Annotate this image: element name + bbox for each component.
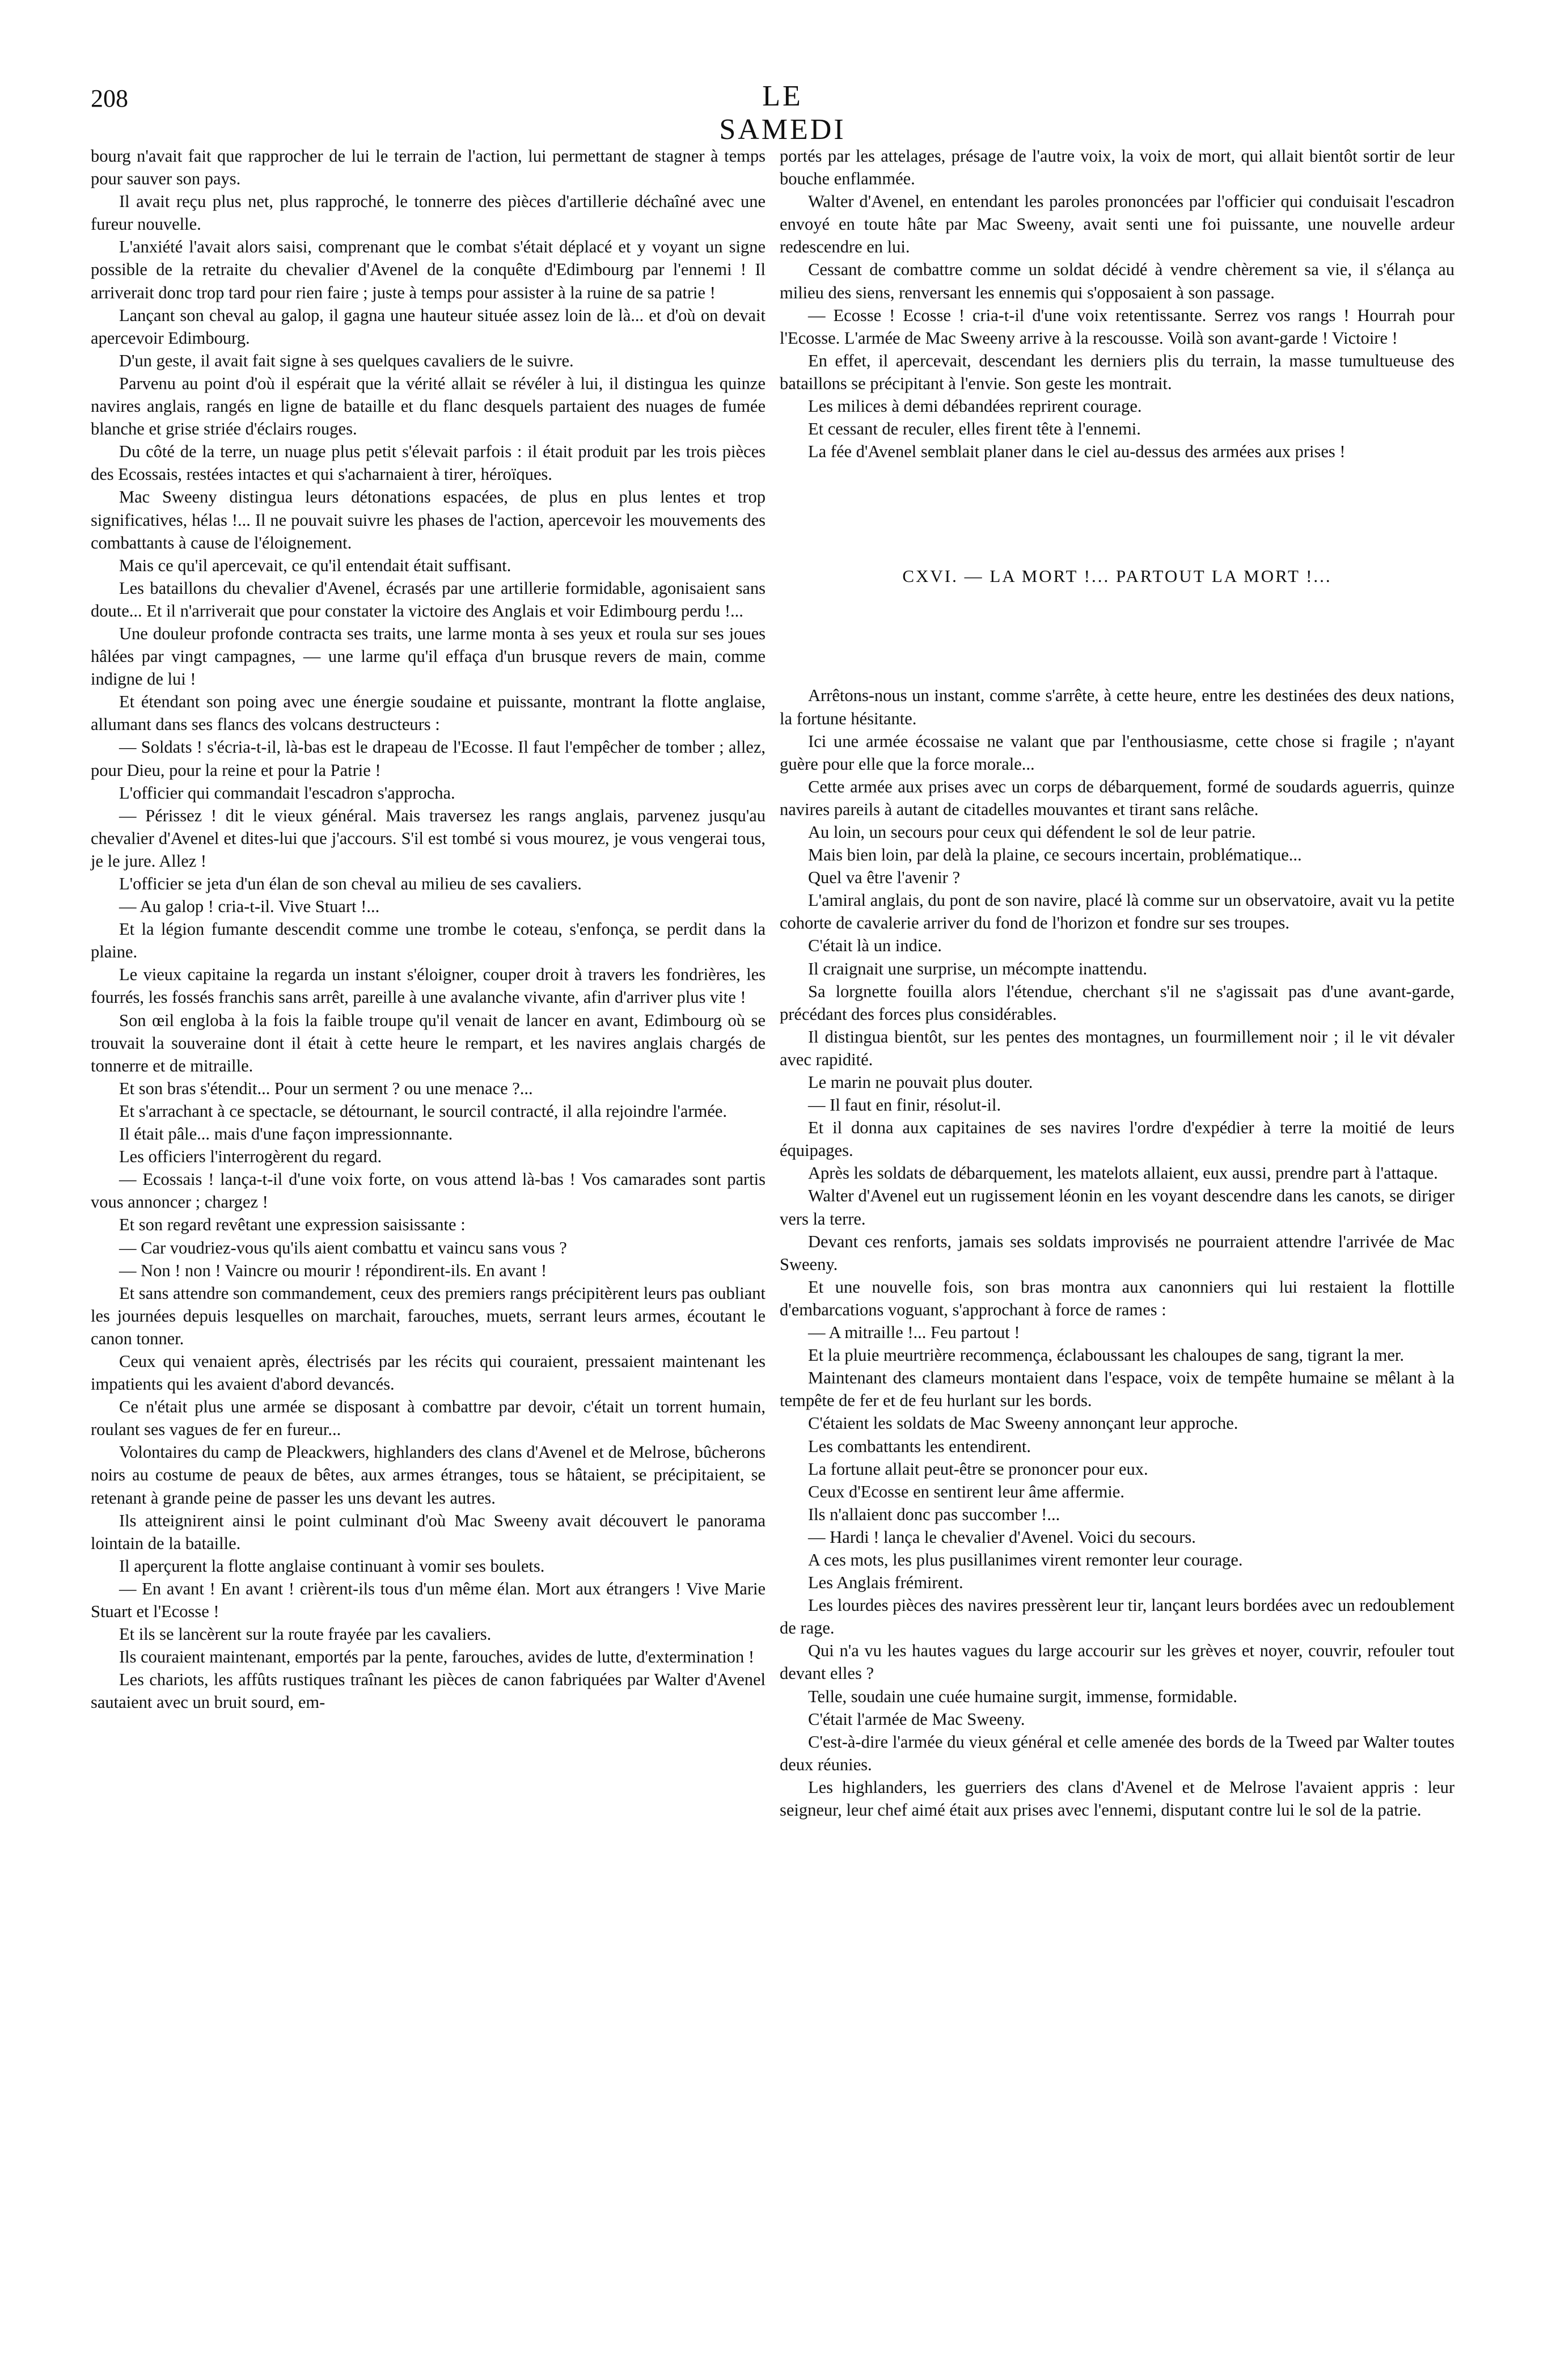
- paragraph: Il distingua bientôt, sur les pentes des montagnes, un fourmillement noir ; il le vit dévaler avec rapidité.: [780, 1027, 1454, 1069]
- paragraph: — En avant ! En avant ! crièrent-ils tous d'un même élan. Mort aux étrangers ! Vive Marie Stuart et l'Ecosse !: [91, 1579, 766, 1621]
- paragraph: Ceux d'Ecosse en sentirent leur âme affermie.: [808, 1482, 1124, 1501]
- paragraph: L'anxiété l'avait alors saisi, comprenant que le combat s'était déplacé et y voyant un signe possible de la retraite du chevalier d'Avenel de la conquête d'Edimbourg par l'ennemi ! Il arriverait donc trop tard pour rien faire ; juste à temps pour assister à la ruine de sa patrie !: [91, 237, 766, 302]
- paragraph: D'un geste, il avait fait signe à ses quelques cavaliers de le suivre.: [119, 351, 574, 370]
- paragraph: Volontaires du camp de Pleackwers, highlanders des clans d'Avenel et de Melrose, bûcherons noirs au costume de peaux de bêtes, aux armes étranges, tous se hâtaient, se précipitaient, se retenant à grande peine de passer les uns devant les autres.: [91, 1442, 766, 1508]
- paragraph: Et s'arrachant à ce spectacle, se détournant, le sourcil contracté, il alla rejoindre l'armée.: [119, 1101, 728, 1121]
- paragraph: Il était pâle... mais d'une façon impressionnante.: [119, 1124, 453, 1144]
- paragraph: C'était l'armée de Mac Sweeny.: [808, 1709, 1025, 1729]
- paragraph: Telle, soudain une cuée humaine surgit, immense, formidable.: [808, 1686, 1238, 1706]
- paragraph: — Ecossais ! lança-t-il d'une voix forte, on vous attend là-bas ! Vos camarades sont partis vous annoncer ; chargez !: [91, 1170, 766, 1212]
- paragraph: C'est-à-dire l'armée du vieux général et celle amenée des bords de la Tweed par Walter toutes deux réunies.: [780, 1732, 1454, 1774]
- paragraph: Mais bien loin, par delà la plaine, ce secours incertain, problématique...: [808, 845, 1302, 865]
- paragraph: Cette armée aux prises avec un corps de débarquement, formé de soudards aguerris, quinze navires pareils à autant de citadelles mouvantes et tirant sans relâche.: [780, 777, 1454, 819]
- paragraph: Le marin ne pouvait plus douter.: [808, 1073, 1033, 1092]
- paragraph: L'officier se jeta d'un élan de son cheval au milieu de ses cavaliers.: [119, 874, 582, 893]
- paragraph: Après les soldats de débarquement, les matelots allaient, eux aussi, prendre part à l'attaque.: [808, 1163, 1438, 1183]
- paragraph: bourg n'avait fait que rapprocher de lui le terrain de l'action, lui permettant de stagner à temps pour sauver son pays.: [91, 146, 766, 189]
- paragraph: Les milices à demi débandées reprirent courage.: [808, 396, 1142, 416]
- paragraph: C'étaient les soldats de Mac Sweeny annonçant leur approche.: [808, 1413, 1238, 1433]
- right-column: [780, 145, 1454, 1821]
- paragraph: Les bataillons du chevalier d'Avenel, écrasés par une artillerie formidable, agonisaient sans doute... Et il n'arriverait que pour constater la victoire des Anglais et voir Edimbourg perdu !...: [91, 578, 766, 621]
- paragraph: — Il faut en finir, résolut-il.: [808, 1095, 1001, 1115]
- paragraph: Et une nouvelle fois, son bras montra aux canonniers qui lui restaient la flottille d'embarcations voguant, s'approchant à force de rames :: [780, 1277, 1454, 1319]
- paragraph: La fée d'Avenel semblait planer dans le ciel au-dessus des armées aux prises !: [808, 442, 1346, 462]
- paragraph: Il aperçurent la flotte anglaise continuant à vomir ses boulets.: [119, 1556, 545, 1576]
- paragraph: Les combattants les entendirent.: [808, 1436, 1031, 1456]
- paragraph: Les lourdes pièces des navires pressèrent leur tir, lançant leurs bordées avec un redoublement de rage.: [780, 1596, 1454, 1638]
- paragraph: Et cessant de reculer, elles firent tête à l'ennemi.: [808, 419, 1141, 439]
- paragraph: Cessant de combattre comme un soldat décidé à vendre chèrement sa vie, il s'élança au milieu des siens, renversant les ennemis qui s'opposaient à son passage.: [780, 260, 1454, 302]
- paragraph: portés par les attelages, présage de l'autre voix, la voix de mort, qui allait bientôt sortir de leur bouche enflammée.: [780, 146, 1454, 189]
- paragraph: Et la pluie meurtrière recommença, éclaboussant les chaloupes de sang, tigrant la mer.: [808, 1345, 1404, 1365]
- paragraph: — A mitraille !... Feu partout !: [808, 1323, 1020, 1343]
- paragraph: Quel va être l'avenir ?: [808, 868, 960, 888]
- paragraph: Au loin, un secours pour ceux qui défendent le sol de leur patrie.: [808, 822, 1256, 842]
- paragraph: Et ils se lancèrent sur la route frayée par les cavaliers.: [119, 1624, 492, 1644]
- chapter-heading: CXVI. — LA MORT !... PARTOUT LA MORT !...: [902, 566, 1332, 586]
- running-head: LE SAMEDI: [719, 80, 846, 146]
- paragraph: — Car voudriez-vous qu'ils aient combattu et vaincu sans vous ?: [119, 1238, 567, 1257]
- paragraph: Une douleur profonde contracta ses traits, une larme monta à ses yeux et roula sur ses joues hâlées par vingt campagnes, — une larme qu'il effaça d'un brusque revers de main, comme indigne de lui !: [91, 623, 766, 689]
- paragraph: Du côté de la terre, un nuage plus petit s'élevait parfois : il était produit par les trois pièces des Ecossais, restées intactes et qui s'acharnaient à tirer, héroïques.: [91, 442, 766, 484]
- paragraph: Et étendant son poing avec une énergie soudaine et puissante, montrant la flotte anglaise, allumant dans ses flancs des volcans destructeurs :: [91, 692, 766, 735]
- paragraph: Mac Sweeny distingua leurs détonations espacées, de plus en plus lentes et trop significatives, hélas !... Il ne pouvait suivre les phases de l'action, apercevoir les mouvements des combattants à cause de l'éloignement.: [91, 487, 766, 552]
- paragraph: — Périssez ! dit le vieux général. Mais traversez les rangs anglais, parvenez jusqu'au chevalier d'Avenel et dites-lui que j'accours. S'il est tombé si vous mourez, je vous vengerai tous, je le jure. Allez !: [91, 805, 766, 871]
- paragraph: — Soldats ! s'écria-t-il, là-bas est le drapeau de l'Ecosse. Il faut l'empêcher de tomber ; allez, pour Dieu, pour la reine et pour la Patrie !: [91, 737, 766, 780]
- paragraph: — Non ! non ! Vaincre ou mourir ! répondirent-ils. En avant !: [119, 1260, 547, 1280]
- paragraph: Et son regard revêtant une expression saisissante :: [119, 1215, 466, 1235]
- paragraph: L'amiral anglais, du pont de son navire, placé là comme sur un observatoire, avait vu la petite cohorte de cavalerie arriver du fond de l'horizon et fondre sur ses troupes.: [780, 891, 1454, 933]
- paragraph: En effet, il apercevait, descendant les derniers plis du terrain, la masse tumultueuse des bataillons se précipitant à l'envie. Son geste les montrait.: [780, 351, 1454, 393]
- paragraph: Arrêtons-nous un instant, comme s'arrête, à cette heure, entre les destinées des deux nations, la fortune hésitante.: [780, 686, 1454, 728]
- paragraph: — Ecosse ! Ecosse ! cria-t-il d'une voix retentissante. Serrez vos rangs ! Hourrah pour l'Ecosse. L'armée de Mac Sweeny arrive à la rescousse. Voilà son avant-garde ! Victoire !: [780, 305, 1454, 348]
- paragraph: Mais ce qu'il apercevait, ce qu'il entendait était suffisant.: [119, 555, 511, 575]
- paragraph: — Au galop ! cria-t-il. Vive Stuart !...: [119, 897, 380, 917]
- paragraph: Ils atteignirent ainsi le point culminant d'où Mac Sweeny avait découvert le panorama lointain de la bataille.: [91, 1510, 766, 1553]
- paragraph: C'était là un indice.: [808, 936, 942, 956]
- paragraph: Ils n'allaient donc pas succomber !...: [808, 1504, 1060, 1524]
- paragraph: Walter d'Avenel, en entendant les paroles prononcées par l'officier qui conduisait l'escadron envoyé en toute hâte par Mac Sweeny, avait senti une foi puissante, une nouvelle ardeur redescendre en lui.: [780, 192, 1454, 257]
- paragraph: Ils couraient maintenant, emportés par la pente, farouches, avides de lutte, d'extermination !: [119, 1647, 755, 1667]
- paragraph: Les Anglais frémirent.: [808, 1573, 963, 1593]
- paragraph: Et la légion fumante descendit comme une trombe le coteau, s'enfonça, se perdit dans la plaine.: [91, 919, 766, 962]
- paragraph: Ce n'était plus une armée se disposant à combattre par devoir, c'était un torrent humain, roulant ses vagues de fer en fureur...: [91, 1397, 766, 1440]
- paragraph: Il avait reçu plus net, plus rapproché, le tonnerre des pièces d'artillerie déchaîné avec une fureur nouvelle.: [91, 192, 766, 234]
- paragraph: Walter d'Avenel eut un rugissement léonin en les voyant descendre dans les canots, se diriger vers la terre.: [780, 1186, 1454, 1229]
- left-column: [91, 145, 766, 1714]
- paragraph: L'officier qui commandait l'escadron s'approcha.: [119, 783, 455, 803]
- paragraph: Maintenant des clameurs montaient dans l'espace, voix de tempête humaine se mêlant à la tempête de fer et de feu hurlant sur les bords.: [780, 1368, 1454, 1411]
- paragraph: Parvenu au point d'où il espérait que la vérité allait se révéler à lui, il distingua les quinze navires anglais, rangés en ligne de bataille et du flanc desquels partaient des nuages de fumée blanche et grise striée d'éclairs rouges.: [91, 373, 766, 439]
- paragraph: La fortune allait peut-être se prononcer pour eux.: [808, 1459, 1148, 1479]
- paragraph: Devant ces renforts, jamais ses soldats improvisés ne pourraient attendre l'arrivée de Mac Sweeny.: [780, 1231, 1454, 1274]
- paragraph: Les officiers l'interrogèrent du regard.: [119, 1147, 382, 1167]
- page-number: 208: [91, 85, 128, 112]
- right-column-bottom: [780, 684, 1454, 1821]
- paragraph: Ceux qui venaient après, électrisés par les récits qui couraient, pressaient maintenant les impatients qui les avaient d'abord devancés.: [91, 1351, 766, 1394]
- paragraph: Les chariots, les affûts rustiques traînant les pièces de canon fabriquées par Walter d'Avenel sautaient avec un bruit sourd, em-: [91, 1670, 766, 1712]
- paragraph: Et sans attendre son commandement, ceux des premiers rangs précipitèrent leurs pas oubliant les journées depuis lesquelles on marchait, farouches, muets, serrant leurs armes, écoutant le canon tonner.: [91, 1283, 766, 1348]
- paragraph: Son œil engloba à la fois la faible troupe qu'il venait de lancer en avant, Edimbourg où se trouvait la souveraine dont il était à cette heure le rempart, et les navires anglais chargés de tonnerre et de mitraille.: [91, 1010, 766, 1075]
- paragraph: — Hardi ! lança le chevalier d'Avenel. Voici du secours.: [808, 1527, 1196, 1547]
- paragraph: Le vieux capitaine la regarda un instant s'éloigner, couper droit à travers les fondrières, les fourrés, les fossés franchis sans arrêt, pareille à une avalanche vivante, afin d'arriver plus vite !: [91, 965, 766, 1007]
- paragraph: Il craignait une surprise, un mécompte inattendu.: [808, 959, 1147, 978]
- paragraph: Et son bras s'étendit... Pour un serment ? ou une menace ?...: [119, 1078, 533, 1098]
- paragraph: A ces mots, les plus pusillanimes virent remonter leur courage.: [808, 1550, 1243, 1569]
- paragraph: Sa lorgnette fouilla alors l'étendue, cherchant s'il ne s'agissait pas d'une avant-garde, précédant des forces plus considérables.: [780, 981, 1454, 1024]
- paragraph: Qui n'a vu les hautes vagues du large accourir sur les grèves et noyer, couvrir, refouler tout devant elles ?: [780, 1641, 1454, 1683]
- right-column-top: [780, 145, 1454, 463]
- paragraph: Lançant son cheval au galop, il gagna une hauteur située assez loin de là... et d'où on devait apercevoir Edimbourg.: [91, 305, 766, 348]
- paragraph: Et il donna aux capitaines de ses navires l'ordre d'expédier à terre la moitié de leurs équipages.: [780, 1118, 1454, 1161]
- paragraph: Les highlanders, les guerriers des clans d'Avenel et de Melrose l'avaient appris : leur seigneur, leur chef aimé était aux prises avec l'ennemi, disputant contre lui le sol de la patrie.: [780, 1777, 1454, 1820]
- paragraph: Ici une armée écossaise ne valant que par l'enthousiasme, cette chose si fragile ; n'ayant guère pour elle que la force morale...: [780, 731, 1454, 774]
